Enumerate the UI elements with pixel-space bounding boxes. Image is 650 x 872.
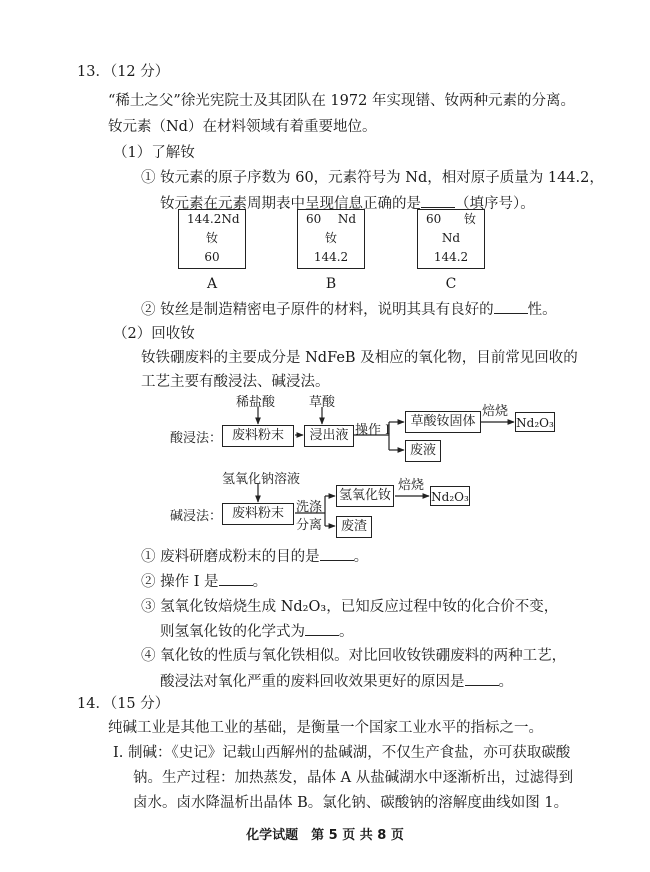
element-card-b: 60 Nd 钕 144.2 bbox=[297, 209, 365, 269]
card-caption-a: A bbox=[206, 276, 218, 292]
acid-method-label: 酸浸法： bbox=[170, 431, 223, 446]
leachate-box: 浸出液 bbox=[304, 425, 354, 447]
answer-blank bbox=[305, 621, 339, 636]
card-caption-c: C bbox=[445, 276, 457, 292]
q13-2-1: ① 废料研磨成粉末的目的是 。 bbox=[141, 546, 368, 567]
q13-2-4-line1: ④ 氧化钕的性质与氧化铁相似。对比回收钕铁硼废料的两种工艺， bbox=[141, 648, 567, 664]
q13-heading: 13．（12 分） bbox=[77, 64, 170, 80]
q13-part2-line1: 钕铁硼废料的主要成分是 NdFeB 及相应的氧化物，目前常见回收的 bbox=[141, 350, 578, 366]
acid-product-box: Nd₂O₃ bbox=[515, 412, 555, 432]
base-waste-powder-box: 废料粉末 bbox=[222, 503, 294, 525]
q13-intro-line1: “稀土之父”徐光宪院士及其团队在 1972 年实现镨、钕两种元素的分离。 bbox=[108, 93, 575, 109]
reagent-oxalic-label: 草酸 bbox=[309, 395, 336, 410]
q13-1b: ② 钕丝是制造精密电子原件的材料，说明其具有良好的 性。 bbox=[141, 299, 557, 320]
q13-part2-title: （2）回收钕 bbox=[113, 326, 195, 342]
element-card-a: 144.2 Nd 钕 60 bbox=[178, 209, 246, 269]
neodymium-hydroxide-box: 氢氧化钕 bbox=[336, 485, 394, 507]
separate-label: 分离 bbox=[296, 518, 323, 533]
q13-2-3-line2: 则氢氧化钕的化学式为 。 bbox=[160, 621, 354, 642]
q14-intro: 纯碱工业是其他工业的基础，是衡量一个国家工业水平的指标之一。 bbox=[108, 720, 543, 736]
base-method-label: 碱浸法： bbox=[170, 509, 223, 524]
q14-line3: 卤水。卤水降温析出晶体 B。氯化钠、碳酸钠的溶解度曲线如图 1。 bbox=[133, 795, 569, 811]
neodymium-oxalate-box: 草酸钕固体 bbox=[405, 411, 481, 433]
answer-blank bbox=[465, 671, 499, 686]
element-card-c: 60 钕 Nd 144.2 bbox=[417, 209, 485, 269]
q13-intro-line2: 钕元素（Nd）在材料领域有着重要地位。 bbox=[108, 119, 377, 135]
answer-blank bbox=[320, 546, 354, 561]
acid-roast-label: 焙烧 bbox=[482, 404, 509, 419]
q13-1a-line2: 钕元素在元素周期表中呈现信息正确的是 （填序号）。 bbox=[160, 193, 535, 214]
acid-waste-powder-box: 废料粉末 bbox=[222, 425, 294, 447]
card-caption-b: B bbox=[325, 276, 337, 292]
q13-part1-title: （1）了解钕 bbox=[113, 145, 195, 161]
answer-blank bbox=[219, 571, 253, 586]
base-product-box: Nd₂O₃ bbox=[430, 486, 470, 506]
reagent-hcl-label: 稀盐酸 bbox=[236, 395, 276, 410]
waste-residue-box: 废渣 bbox=[336, 516, 372, 538]
q13-2-3-line1: ③ 氢氧化钕焙烧生成 Nd₂O₃，已知反应过程中钕的化合价不变， bbox=[141, 599, 559, 615]
wash-label: 洗涤 bbox=[296, 500, 323, 515]
operation-i-label: 操作 Ⅰ bbox=[355, 423, 391, 438]
q13-2-2: ② 操作 Ⅰ 是 。 bbox=[141, 571, 267, 592]
q13-part2-line2: 工艺主要有酸浸法、碱浸法。 bbox=[141, 374, 330, 390]
q13-1a-line1: ① 钕元素的原子序数为 60，元素符号为 Nd，相对原子质量为 144.2， bbox=[141, 170, 604, 186]
base-roast-label: 焙烧 bbox=[398, 478, 425, 493]
q14-line1: Ⅰ. 制碱：《史记》记载山西解州的盐碱湖，不仅生产食盐，亦可获取碳酸 bbox=[113, 745, 571, 761]
q14-line2: 钠。生产过程：加热蒸发，晶体 A 从盐碱湖水中逐渐析出，过滤得到 bbox=[133, 770, 574, 786]
q13-2-4-line2: 酸浸法对氧化严重的废料回收效果更好的原因是 。 bbox=[160, 671, 513, 692]
reagent-naoh-label: 氢氧化钠溶液 bbox=[222, 472, 301, 487]
page-footer: 化学试题 第 5 页 共 8 页 bbox=[246, 828, 404, 843]
q14-heading: 14．（15 分） bbox=[77, 696, 170, 712]
waste-liquid-box: 废液 bbox=[405, 440, 441, 462]
